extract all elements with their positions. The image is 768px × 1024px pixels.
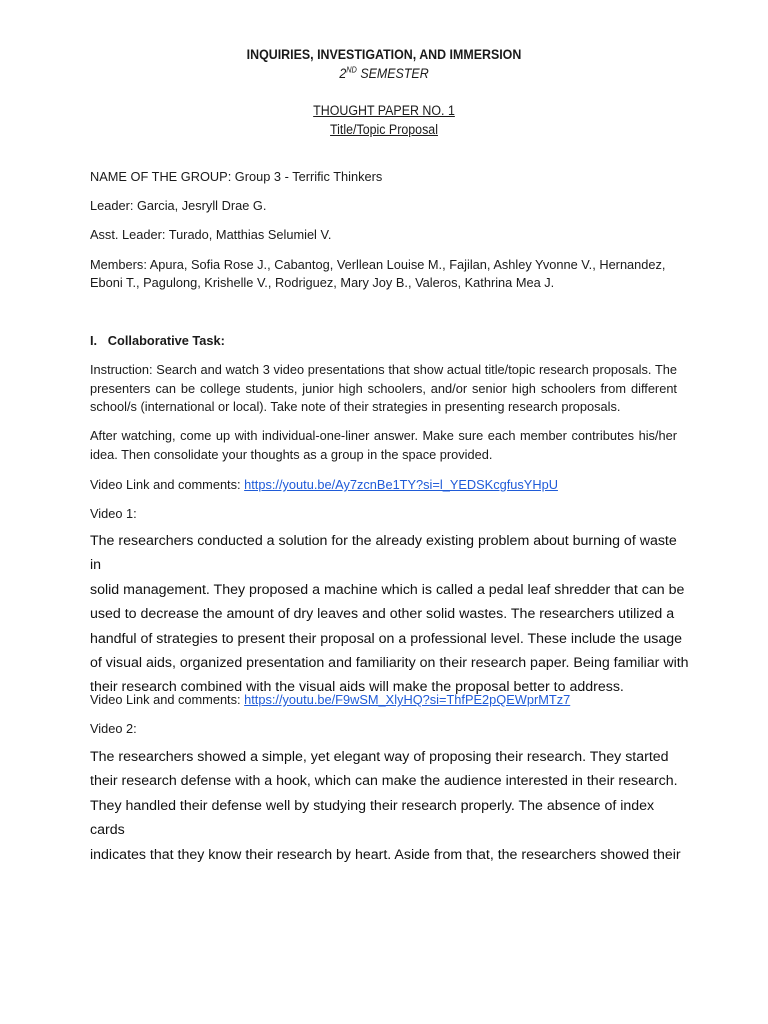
course-title: INQUIRIES, INVESTIGATION, AND IMMERSION [246, 47, 522, 62]
instruction-paragraph: Instruction: Search and watch 3 video presentations that show actual title/topic research proposals. The presenters can be college students, junior high schoolers, and/or senior high schoolers from different school/s (international or local). Take note of their strategies in presenting research proposals. [90, 362, 677, 414]
video-1-comment [90, 529, 690, 700]
semester-line [31, 66, 738, 81]
video-1-link-label: Video Link and comments: [90, 477, 245, 492]
video-1-line: of visual aids, organized presentation and familiarity on their research paper. Being familiar with [90, 655, 689, 672]
video-1-line: used to decrease the amount of dry leaves and other solid wastes. The researchers utilized a [90, 606, 675, 623]
video-2-link[interactable]: https://youtu.be/F9wSM_XlyHQ?si=ThfPE2pQEWprMTz7 [244, 692, 571, 707]
section-number: I. [90, 333, 98, 348]
video-1-link[interactable]: https://youtu.be/Ay7zcnBe1TY?si=l_YEDSKcgfusYHpU [244, 477, 558, 492]
members-line-1: Members: Apura, Sofia Rose J., Cabantog, Verllean Louise M., Fajilan, Ashley Yvonne V., Hernandez, [90, 257, 666, 272]
video-2-link-line [90, 691, 677, 710]
video-1-line: solid management. They proposed a machine which is called a pedal leaf shredder that can be [90, 581, 685, 598]
semester-word: SEMESTER [360, 66, 429, 81]
members-line-2: Eboni T., Pagulong, Krishelle V., Rodriguez, Mary Joy B., Valeros, Kathrina Mea J. [90, 275, 555, 290]
video-1-link-line [90, 476, 677, 495]
video-2-line: The researchers showed a simple, yet elegant way of proposing their research. They started [90, 749, 669, 765]
video-2-comment [90, 745, 690, 867]
asst-leader-line: Asst. Leader: Turado, Matthias Selumiel V. [90, 227, 332, 242]
paper-title: THOUGHT PAPER NO. 1 [313, 103, 455, 118]
video-2-line: They handled their defense well by studying their research properly. The absence of index cards [90, 797, 655, 839]
semester-number: 2 [339, 66, 347, 81]
video-2-line: their research defense with a hook, which can make the audience interested in their research. [90, 773, 678, 790]
section-heading [90, 332, 677, 351]
video-2-label: Video 2: [90, 721, 137, 736]
video-2-line: indicates that they know their research by heart. Aside from that, the researchers showed their [90, 846, 681, 863]
video-1-line: their research combined with the visual aids will make the proposal better to address. [90, 679, 624, 696]
leader-line: Leader: Garcia, Jesryll Drae G. [90, 198, 267, 213]
video-1-label: Video 1: [90, 506, 137, 521]
paper-subtitle: Title/Topic Proposal [330, 122, 438, 137]
video-1-line: handful of strategies to present their proposal on a professional level. These include the usage [90, 630, 683, 647]
semester-superscript: ND [346, 65, 357, 75]
video-2-link-label: Video Link and comments: [90, 692, 245, 707]
after-watching-paragraph: After watching, come up with individual-one-liner answer. Make sure each member contributes his/her idea. Then consolidate your thoughts as a group in the space provided. [90, 428, 677, 462]
section-heading-text: Collaborative Task: [107, 333, 225, 348]
video-1-line: The researchers conducted a solution for the already existing problem about burning of waste in [90, 533, 677, 574]
group-name-line: NAME OF THE GROUP: Group 3 - Terrific Thinkers [90, 169, 383, 184]
